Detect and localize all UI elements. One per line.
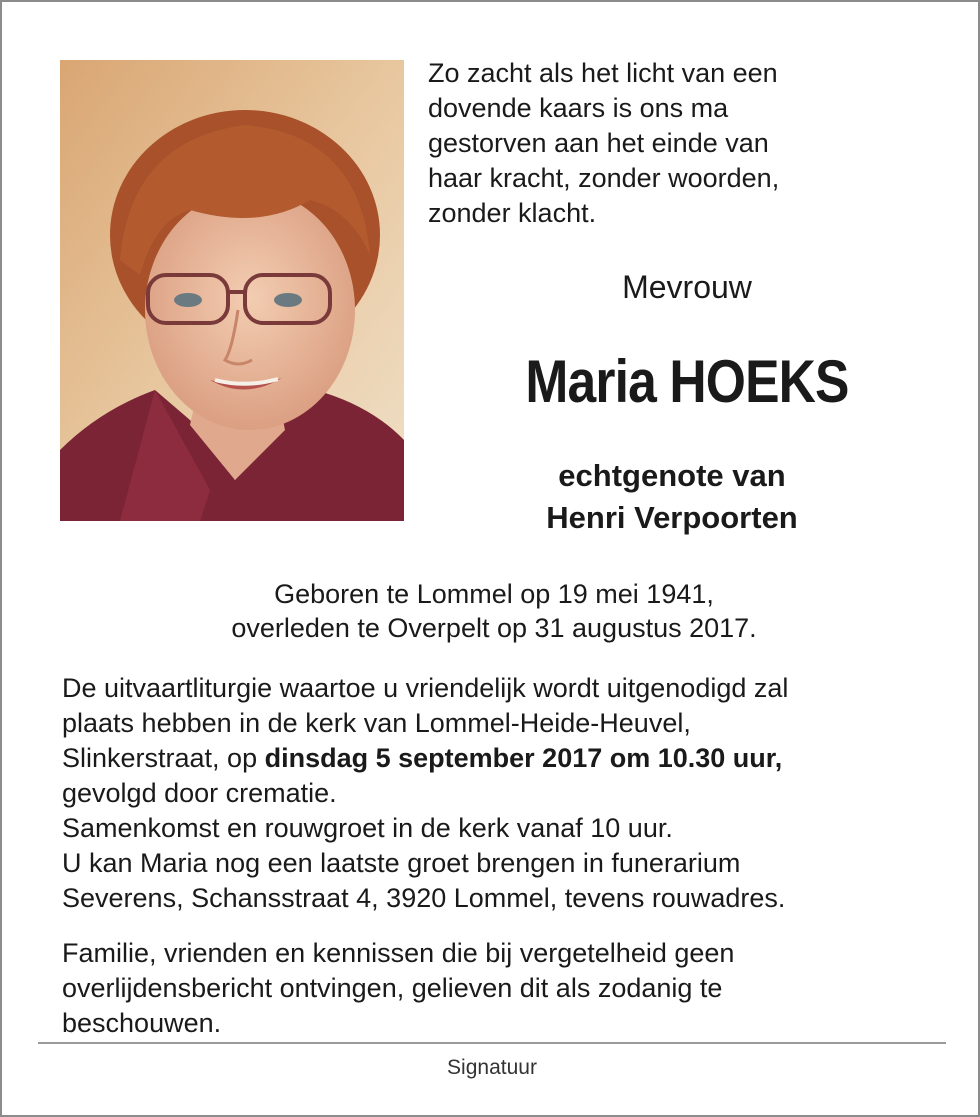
funeral-line: plaats hebben in de kerk van Lommel-Heide-Heuvel, [62, 708, 691, 738]
poem-line: haar kracht, zonder woorden, [428, 163, 780, 193]
funeral-line: De uitvaartliturgie waartoe u vriendelijk wordt uitgenodigd zal [62, 673, 789, 703]
funeral-date-time: dinsdag 5 september 2017 om 10.30 uur, [264, 743, 783, 773]
signature-label: Signatuur [447, 1056, 537, 1079]
poem-line: dovende kaars is ons ma [428, 93, 729, 123]
funeral-line: U kan Maria nog een laatste groet brengen in funerarium [62, 848, 741, 878]
spouse-name: Henri Verpoorten [546, 500, 798, 535]
honorific: Mevrouw [622, 269, 752, 305]
funeral-details [62, 671, 942, 916]
funeral-line: Severens, Schansstraat 4, 3920 Lommel, tevens rouwadres. [62, 883, 786, 913]
death-line: overleden te Overpelt op 31 augustus 2017. [231, 613, 757, 643]
family-notice [62, 936, 942, 1041]
portrait-illustration [60, 60, 404, 521]
spouse-line: echtgenote van [558, 458, 786, 493]
portrait-photo [60, 60, 404, 521]
funeral-line: Samenkomst en rouwgroet in de kerk vanaf 10 uur. [62, 813, 673, 843]
poem-line: Zo zacht als het licht van een [428, 58, 778, 88]
spouse-info [472, 455, 872, 539]
life-dates [62, 577, 926, 645]
funeral-line-prefix: Slinkerstraat, op [62, 743, 265, 773]
poem-line: gestorven aan het einde van [428, 128, 769, 158]
notice-line: overlijdensbericht ontvingen, gelieven dit als zodanig te [62, 973, 723, 1003]
birth-line: Geboren te Lommel op 19 mei 1941, [274, 579, 714, 609]
notice-line: Familie, vrienden en kennissen die bij vergetelheid geen [62, 938, 735, 968]
deceased-name: Maria HOEKS [525, 348, 849, 415]
funeral-line: gevolgd door crematie. [62, 778, 337, 808]
notice-line: beschouwen. [62, 1008, 222, 1038]
poem-line: zonder klacht. [428, 198, 597, 228]
funeral-line [62, 741, 942, 776]
footer-divider [38, 1042, 946, 1044]
poem [428, 56, 948, 231]
